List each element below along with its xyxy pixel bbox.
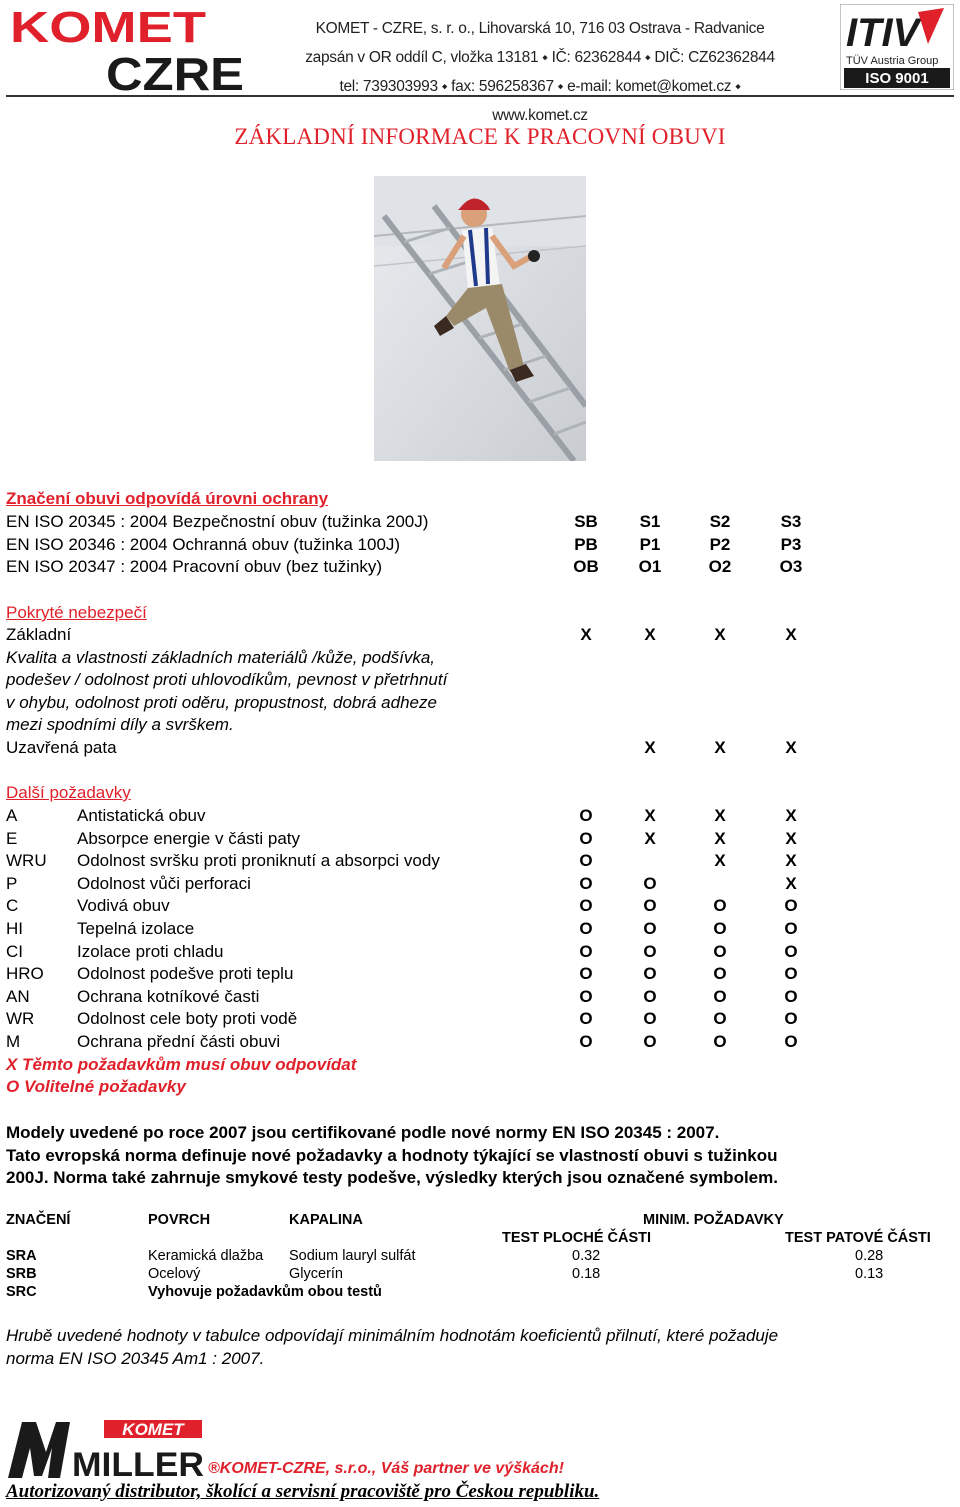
cell-marking: SRA	[6, 1248, 37, 1264]
footer-distributor-line: Autorizovaný distributor, školící a servisní pracoviště pro Českou republiku.	[6, 1481, 600, 1502]
basic-mark: X	[785, 625, 797, 644]
col-header-liquid: KAPALINA	[289, 1212, 363, 1228]
standard-code: O3	[779, 557, 803, 576]
requirement-mark: O	[784, 919, 798, 938]
requirement-mark: O	[579, 1032, 593, 1051]
requirement-description: Ochrana kotníkové časti	[77, 986, 260, 1006]
requirement-mark: O	[784, 896, 798, 916]
cell-heel: 0.13	[855, 1266, 884, 1282]
requirement-mark: O	[713, 964, 727, 984]
svg-text:ITIV: ITIV	[846, 11, 920, 55]
svg-text:MILLER: MILLER	[72, 1446, 204, 1480]
legend-optional: O Volitelné požadavky	[6, 1077, 186, 1096]
komet-czre-logo	[8, 6, 246, 94]
requirement-code: WR	[6, 1009, 35, 1029]
cell-marking: SRB	[6, 1266, 37, 1282]
requirement-description: Odolnost podešve proti teplu	[77, 964, 294, 984]
requirement-mark: O	[579, 1009, 593, 1029]
closed-heel-mark: X	[714, 738, 726, 757]
requirement-mark: O	[579, 986, 593, 1006]
worker-on-stairs-photo	[374, 176, 586, 461]
closed-heel-mark: X	[785, 738, 797, 757]
closed-heel-label: Uzavřená pata	[6, 738, 117, 757]
itiv-iso-logo	[840, 4, 954, 90]
requirement-description: Tepelná izolace	[77, 919, 195, 938]
cell-marking: SRC	[6, 1284, 37, 1300]
requirement-mark: X	[785, 851, 797, 871]
requirement-mark: O	[643, 1032, 657, 1051]
certification-text	[6, 1122, 946, 1190]
requirement-mark: O	[643, 986, 657, 1006]
standard-code: S2	[709, 512, 731, 531]
standard-label: EN ISO 20347 : 2004 Pracovní obuv (bez tužinky)	[6, 557, 383, 576]
requirement-mark: O	[643, 1009, 657, 1029]
komet-miller-logo	[8, 1418, 208, 1480]
note-line: norma EN ISO 20345 Am1 : 2007.	[6, 1348, 265, 1368]
requirement-mark: O	[643, 873, 657, 893]
svg-text:KOMET: KOMET	[122, 1420, 184, 1439]
requirement-mark: X	[785, 828, 797, 848]
company-contact-info	[296, 14, 784, 130]
note-line: Hrubě uvedené hodnoty v tabulce odpovídají minimálním hodnotám koeficientů přilnutí, které požaduje	[6, 1326, 779, 1345]
requirement-mark: X	[644, 828, 656, 848]
requirement-mark: X	[785, 873, 797, 893]
standards-heading: Značení obuvi odpovídá úrovni ochrany	[6, 489, 329, 508]
requirements-heading: Další požadavky	[6, 783, 131, 802]
coefficient-note	[6, 1325, 946, 1370]
company-registration: zapsán v OR oddíl C, vložka 13181 ⬩ IČ: 62362844 ⬩ DIČ: CZ62362844	[305, 49, 775, 66]
requirement-description: Antistatická obuv	[77, 806, 206, 825]
standard-code: P1	[639, 535, 661, 554]
requirement-code: CI	[6, 941, 23, 961]
requirement-code: P	[6, 873, 18, 893]
requirement-mark: O	[643, 919, 657, 938]
hazards-heading: Pokryté nebezpečí	[6, 603, 147, 622]
cell-surface: Ocelový	[148, 1266, 201, 1282]
cell-flat: 0.32	[572, 1248, 601, 1264]
requirement-code: C	[6, 896, 19, 916]
standard-code: S1	[639, 512, 661, 531]
certification-line: 200J. Norma také zahrnuje smykové testy podešve, výsledky kterých jsou označené symbolem.	[6, 1168, 778, 1187]
requirement-mark: O	[643, 896, 657, 916]
company-contacts: tel: 739303993 ⬩ fax: 596258367 ⬩ e-mail: komet@komet.cz ⬩ www.komet.cz	[339, 78, 741, 124]
requirement-code: E	[6, 828, 18, 848]
requirement-mark: O	[643, 964, 657, 984]
requirement-mark: O	[713, 896, 727, 916]
requirement-mark: O	[784, 1009, 798, 1029]
standard-code: S3	[780, 512, 802, 531]
requirement-description: Izolace proti chladu	[77, 941, 224, 961]
standard-code: O2	[708, 557, 732, 576]
requirement-mark: O	[713, 919, 727, 938]
cell-src-text: Vyhovuje požadavkům obou testů	[148, 1284, 382, 1300]
requirement-mark: O	[579, 919, 593, 938]
basic-label: Základní	[6, 625, 72, 644]
standard-code: O1	[638, 557, 662, 576]
requirement-description: Absorpce energie v části paty	[77, 828, 301, 848]
requirement-mark: O	[784, 986, 798, 1006]
footer-partner-slogan: ®KOMET-CZRE, s.r.o., Váš partner ve výškách!	[208, 1460, 564, 1477]
requirement-description: Odolnost vůči perforaci	[77, 873, 251, 893]
standard-code: SB	[574, 512, 598, 531]
closed-heel-mark: X	[644, 738, 656, 757]
col-header-marking: ZNAČENÍ	[6, 1212, 71, 1228]
requirement-code: A	[6, 806, 18, 825]
requirement-mark: O	[579, 828, 593, 848]
standard-code: P2	[709, 535, 731, 554]
requirement-code: HRO	[6, 964, 44, 984]
col-header-surface: POVRCH	[148, 1212, 211, 1228]
requirement-mark: O	[579, 851, 593, 871]
requirement-mark: O	[579, 873, 593, 893]
legend-mandatory: X Těmto požadavkům musí obuv odpovídat	[6, 1055, 357, 1074]
requirement-mark: O	[579, 896, 593, 916]
standard-code: OB	[573, 557, 599, 576]
basic-description-line: v ohybu, odolnost proti oděru, propustnost, dobrá adheze	[6, 693, 437, 712]
standard-label: EN ISO 20346 : 2004 Ochranná obuv (tužinka 100J)	[6, 535, 401, 554]
requirement-mark: O	[784, 1032, 798, 1051]
requirement-mark: X	[644, 806, 656, 825]
cell-surface: Keramická dlažba	[148, 1248, 264, 1264]
cell-liquid: Sodium lauryl sulfát	[289, 1248, 416, 1264]
requirement-mark: O	[784, 964, 798, 984]
requirement-description: Ochrana přední části obuvi	[77, 1032, 281, 1051]
requirement-mark: O	[579, 806, 593, 825]
requirement-description: Odolnost cele boty proti vodě	[77, 1009, 298, 1029]
requirement-description: Vodivá obuv	[77, 896, 170, 916]
requirement-mark: O	[713, 986, 727, 1006]
basic-description-line: Kvalita a vlastnosti základních materiálů /kůže, podšívka,	[6, 648, 435, 667]
standard-label: EN ISO 20345 : 2004 Bezpečnostní obuv (tužinka 200J)	[6, 512, 429, 531]
page-title: ZÁKLADNÍ INFORMACE K PRACOVNÍ OBUVI	[234, 124, 726, 149]
svg-text:TÜV Austria Group: TÜV Austria Group	[846, 55, 939, 67]
cell-liquid: Glycerín	[289, 1266, 343, 1282]
requirement-mark: O	[713, 1009, 727, 1029]
svg-text:CZRE: CZRE	[106, 48, 244, 94]
basic-mark: X	[644, 625, 656, 644]
company-address: KOMET - CZRE, s. r. o., Lihovarská 10, 716 03 Ostrava - Radvanice	[315, 20, 765, 37]
svg-text:KOMET: KOMET	[10, 6, 207, 52]
cell-flat: 0.18	[572, 1266, 601, 1282]
certification-line: Tato evropská norma definuje nové požadavky a hodnoty týkající se vlastností obuvi s tužinkou	[6, 1145, 778, 1165]
requirement-description: Odolnost svršku proti proniknutí a absorpci vody	[77, 851, 440, 871]
basic-description-line: podešev / odolnost proti uhlovodíkům, pevnost v přetrhnutí	[6, 670, 448, 689]
basic-description-line: mezi spodními díly a svrškem.	[6, 715, 234, 734]
col-header-min-req: MINIM. POŽADAVKY	[643, 1212, 784, 1228]
requirement-code: HI	[6, 919, 23, 938]
requirement-code: WRU	[6, 851, 47, 871]
requirement-code: M	[6, 1032, 21, 1051]
col-header-heel-test: TEST PATOVÉ ČÁSTI	[785, 1230, 931, 1246]
header-divider	[6, 95, 954, 97]
requirement-mark: O	[579, 941, 593, 961]
requirement-mark: O	[713, 941, 727, 961]
certification-line: Modely uvedené po roce 2007 jsou certifikované podle nové normy EN ISO 20345 : 2007.	[6, 1123, 720, 1142]
svg-text:ISO 9001: ISO 9001	[865, 70, 929, 87]
cell-heel: 0.28	[855, 1248, 884, 1264]
requirement-mark: X	[714, 851, 726, 871]
basic-mark: X	[580, 625, 592, 644]
requirement-mark: X	[714, 806, 726, 825]
basic-mark: X	[714, 625, 726, 644]
requirement-mark: O	[784, 941, 798, 961]
requirement-mark: O	[579, 964, 593, 984]
standard-code: P3	[780, 535, 802, 554]
requirement-mark: X	[714, 828, 726, 848]
col-header-flat-test: TEST PLOCHÉ ČÁSTI	[502, 1230, 652, 1246]
requirement-mark: O	[643, 941, 657, 961]
requirement-mark: O	[713, 1032, 727, 1051]
requirement-code: AN	[6, 986, 30, 1006]
standard-code: PB	[574, 535, 598, 554]
requirement-mark: X	[785, 806, 797, 825]
